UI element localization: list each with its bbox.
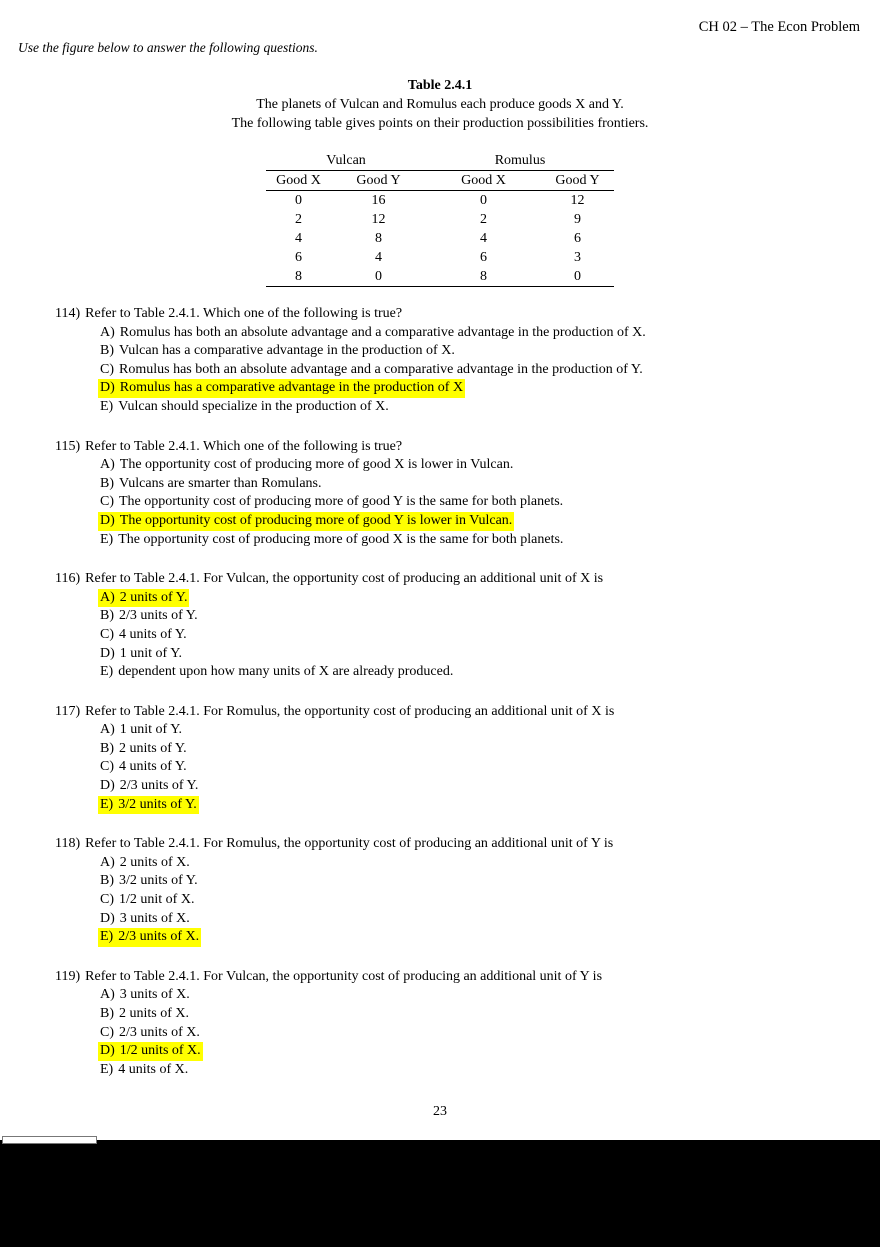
option-label: B)	[100, 873, 114, 889]
option-label: C)	[100, 759, 114, 775]
question-stem	[55, 968, 880, 987]
table-row	[266, 267, 614, 287]
table-cell: 3	[574, 250, 581, 265]
group-header-romulus: Romulus	[426, 151, 614, 171]
option-text: 2/3 units of Y.	[119, 608, 198, 624]
page-number: 23	[433, 1104, 447, 1120]
question-114	[55, 305, 880, 417]
question-number: 117)	[55, 703, 81, 719]
option-label: E)	[100, 398, 114, 414]
table-cell: 12	[371, 212, 386, 227]
option-text: The opportunity cost of producing more of good Y is lower in Vulcan.	[119, 512, 513, 528]
question-stem	[55, 438, 880, 457]
option-text: 4 units of Y.	[119, 626, 187, 642]
question-stem-text: Refer to Table 2.4.1. For Romulus, the opportunity cost of producing an additional unit of X is	[85, 703, 615, 719]
question-118	[55, 835, 880, 947]
option-row	[98, 531, 880, 550]
table-cell: 2	[295, 212, 302, 227]
table-caption-line2: The following table gives points on their production possibilities frontiers.	[231, 116, 649, 131]
option-row	[98, 928, 880, 947]
question-list	[55, 305, 880, 1079]
option-row	[98, 1005, 880, 1024]
option-text: The opportunity cost of producing more of good X is lower in Vulcan.	[119, 457, 514, 473]
option-label: B)	[100, 1006, 114, 1021]
table-cell: 16	[371, 193, 386, 208]
option-text: 2 units of Y.	[119, 740, 187, 756]
option-label: A)	[100, 722, 115, 738]
table-column-header-row	[266, 171, 614, 191]
option-row	[98, 607, 880, 626]
option-row	[98, 1061, 880, 1080]
column-header: Good Y	[331, 171, 426, 191]
column-header: Good X	[266, 171, 331, 191]
option-text: Vulcans are smarter than Romulans.	[119, 475, 322, 491]
option-text: Romulus has both an absolute advantage and a comparative advantage in the production of X.	[119, 324, 646, 340]
question-117	[55, 703, 880, 815]
footer-thumbnail-strip	[2, 1136, 97, 1144]
table-cell: 6	[295, 250, 302, 265]
option-row	[98, 361, 880, 380]
option-text: Vulcan has a comparative advantage in the production of X.	[119, 343, 455, 359]
option-label: A)	[100, 589, 115, 605]
option-row	[98, 324, 880, 343]
option-label: D)	[100, 778, 115, 794]
table-cell: 9	[574, 212, 581, 227]
table-cell: 4	[375, 250, 382, 265]
table-cell: 8	[375, 231, 382, 246]
option-text: 1 unit of Y.	[119, 645, 183, 661]
table-row	[266, 248, 614, 267]
option-label: D)	[100, 910, 115, 926]
intro-text: Use the figure below to answer the following questions.	[18, 40, 318, 55]
option-label: A)	[100, 457, 115, 473]
question-stem-text: Refer to Table 2.4.1. For Vulcan, the opportunity cost of producing an additional unit of Y is	[85, 968, 603, 984]
option-label: A)	[100, 324, 115, 340]
option-text: 1/2 unit of X.	[119, 892, 195, 908]
option-label: A)	[100, 987, 115, 1003]
option-text: The opportunity cost of producing more of good Y is the same for both planets.	[119, 494, 564, 510]
option-text: 2 units of X.	[119, 1006, 189, 1021]
question-number: 118)	[55, 836, 81, 852]
option-text: 4 units of X.	[118, 1061, 189, 1077]
option-row	[98, 589, 880, 608]
option-row	[98, 854, 880, 873]
option-text: 2/3 units of Y.	[119, 778, 199, 794]
option-row	[98, 758, 880, 777]
option-row	[98, 721, 880, 740]
question-stem	[55, 570, 880, 589]
option-row	[98, 645, 880, 664]
option-label: E)	[100, 929, 114, 945]
option-row	[98, 740, 880, 759]
footer-bar	[0, 1140, 880, 1247]
question-stem	[55, 835, 880, 854]
option-label: B)	[100, 343, 114, 359]
option-text: The opportunity cost of producing more of good X is the same for both planets.	[118, 531, 564, 547]
question-stem	[55, 703, 880, 722]
option-row	[98, 986, 880, 1005]
table-cell: 0	[295, 193, 302, 208]
table-row	[266, 191, 614, 211]
option-label: D)	[100, 512, 115, 528]
option-row	[98, 777, 880, 796]
option-row	[98, 398, 880, 417]
question-number: 116)	[55, 571, 81, 587]
table-cell: 8	[426, 267, 541, 287]
question-stem-text: Refer to Table 2.4.1. Which one of the following is true?	[85, 438, 403, 454]
option-label: B)	[100, 740, 114, 756]
question-116	[55, 570, 880, 682]
option-row	[98, 891, 880, 910]
option-text: Romulus has a comparative advantage in the production of X	[119, 380, 464, 396]
option-text: 2/3 units of X.	[119, 1024, 200, 1040]
option-label: E)	[100, 1061, 114, 1077]
table-row	[266, 210, 614, 229]
option-text: 2 units of Y.	[119, 589, 188, 605]
column-header: Good Y	[541, 171, 614, 191]
option-label: D)	[100, 1043, 115, 1059]
option-row	[98, 379, 880, 398]
question-number: 114)	[55, 306, 81, 321]
option-text: Vulcan should specialize in the production of X.	[118, 398, 389, 414]
column-header: Good X	[426, 171, 541, 191]
option-text: 1/2 units of X.	[119, 1043, 201, 1059]
table-cell: 8	[266, 267, 331, 287]
option-label: B)	[100, 608, 114, 624]
option-label: D)	[100, 645, 115, 661]
option-row	[98, 493, 880, 512]
option-row	[98, 456, 880, 475]
group-header-vulcan: Vulcan	[266, 151, 426, 171]
option-label: C)	[100, 494, 114, 510]
option-text: Romulus has both an absolute advantage and a comparative advantage in the production of Y.	[119, 361, 643, 377]
table-caption-line1: The planets of Vulcan and Romulus each produce goods X and Y.	[256, 97, 624, 112]
option-label: C)	[100, 892, 114, 908]
table-cell: 0	[541, 267, 614, 287]
question-stem-text: Refer to Table 2.4.1. For Vulcan, the opportunity cost of producing an additional unit of X is	[85, 571, 604, 587]
question-number: 115)	[55, 438, 81, 454]
table-cell: 2	[480, 212, 487, 227]
option-row	[98, 1042, 880, 1061]
table-group-header-row	[266, 151, 614, 171]
option-text: 3 units of X.	[119, 987, 190, 1003]
option-row	[98, 475, 880, 494]
question-119	[55, 968, 880, 1080]
option-row	[98, 626, 880, 645]
option-text: 3/2 units of Y.	[118, 796, 197, 812]
table-row	[266, 229, 614, 248]
table-title: Table 2.4.1	[407, 78, 473, 93]
option-text: 3 units of X.	[119, 910, 190, 926]
question-number: 119)	[55, 968, 81, 984]
question-stem	[55, 305, 880, 324]
ppf-table	[266, 151, 614, 287]
question-stem-text: Refer to Table 2.4.1. Which one of the following is true?	[85, 306, 403, 321]
option-label: D)	[100, 380, 115, 396]
option-row	[98, 872, 880, 891]
option-label: E)	[100, 796, 114, 812]
option-text: 2 units of X.	[119, 854, 190, 870]
table-cell: 4	[480, 231, 487, 246]
question-115	[55, 438, 880, 550]
option-label: B)	[100, 475, 114, 491]
option-text: 2/3 units of X.	[118, 929, 200, 945]
option-text: 4 units of Y.	[119, 759, 187, 775]
table-cell: 6	[574, 231, 581, 246]
option-label: A)	[100, 854, 115, 870]
option-text: dependent upon how many units of X are already produced.	[118, 664, 454, 680]
option-label: E)	[100, 664, 114, 680]
table-cell: 0	[331, 267, 426, 287]
option-row	[98, 796, 880, 815]
option-label: E)	[100, 531, 114, 547]
chapter-header: CH 02 – The Econ Problem	[698, 19, 860, 35]
question-stem-text: Refer to Table 2.4.1. For Romulus, the opportunity cost of producing an additional unit of Y is	[85, 836, 614, 852]
option-text: 3/2 units of Y.	[119, 873, 198, 889]
option-row	[98, 910, 880, 929]
table-cell: 0	[480, 193, 487, 208]
option-row	[98, 1024, 880, 1043]
option-label: C)	[100, 1024, 114, 1040]
option-row	[98, 512, 880, 531]
table-cell: 6	[480, 250, 487, 265]
option-text: 1 unit of Y.	[119, 722, 183, 738]
table-cell: 4	[295, 231, 302, 246]
option-row	[98, 663, 880, 682]
option-label: C)	[100, 361, 114, 377]
option-row	[98, 342, 880, 361]
option-label: C)	[100, 626, 114, 642]
table-cell: 12	[570, 193, 585, 208]
